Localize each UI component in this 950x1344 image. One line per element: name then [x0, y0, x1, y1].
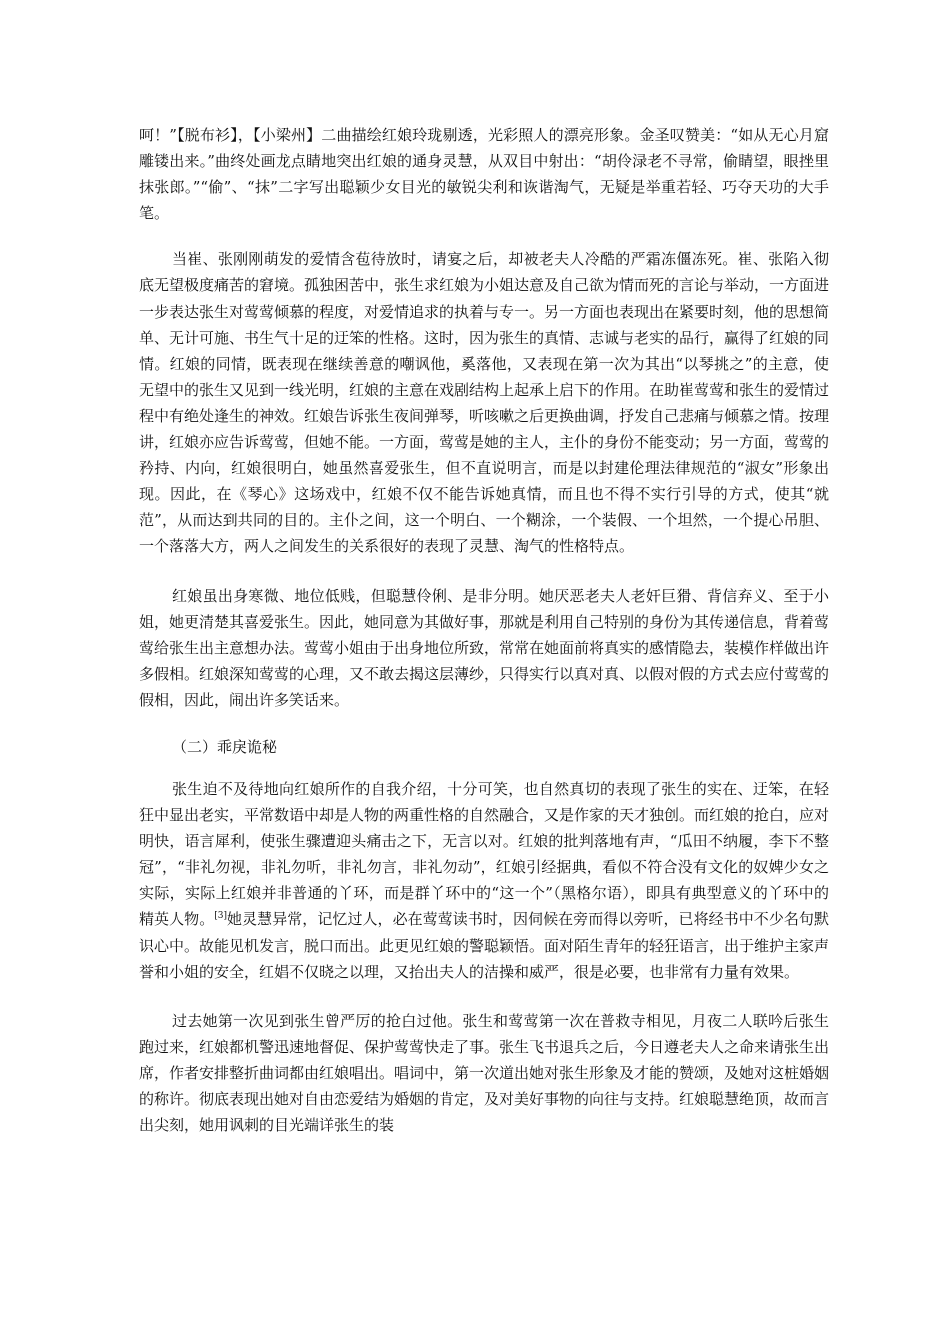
paragraph-2: 当崔、张刚刚萌发的爱情含苞待放时，请宴之后，却被老夫人冷酷的严霜冻僵冻死。崔、张陷入彻底无望极度痛苦的窘境。孤独困苦中，张生求红娘为小姐达意及自己欲为情而死的言论与举动，一方面进一步表达张生对莺莺倾慕的程度，对爱情追求的执着与专一。另一方面也表现出在紧要时刻，他的思想简单、无计可施、书生气十足的迂笨的性格。这时，因为张生的真情、志诚与老实的品行，赢得了红娘的同情。红娘的同情，既表现在继续善意的嘲讽他，奚落他，又表现在第一次为其出“以琴挑之”的主意，使无望中的张生又见到一线光明，红娘的主意在戏剧结构上起承上启下的作用。在助崔莺莺和张生的爱情过程中有绝处逢生的神效。红娘告诉张生夜间弹琴，听咳嗽之后更换曲调，抒发自己悲痛与倾慕之情。按理讲，红娘亦应告诉莺莺，但她不能。一方面，莺莺是她的主人，主仆的身份不能变动；另一方面，莺莺的矜持、内向，红娘很明白，她虽然喜爱张生，但不直说明言，而是以封建伦理法律规范的“淑女”形象出现。因此，在《琴心》这场戏中，红娘不仅不能告诉她真情，而且也不得不实行引导的方式，使其“就范”，从而达到共同的目的。主仆之间，这一个明白、一个糊涂，一个装假、一个坦然，一个提心吊胆、一个落落大方，两人之间发生的关系很好的表现了灵慧、淘气的性格特点。 — [139, 250, 830, 556]
paragraph-4-text-b: 她灵慧异常，记忆过人，必在莺莺读书时，因伺候在旁而得以旁听，已将经书中不少名句默识心中。故能见机发言，脱口而出。此更见红娘的警聪颖悟。面对陌生青年的轻狂语言，出于维护主家声誉和小姐的安全，红娼不仅晓之以理，又抬出夫人的洁操和威严，很是必要，也非常有力量有效果。 — [139, 910, 830, 981]
citation-marker: [3] — [214, 911, 227, 922]
section-heading: （二）乖戾诡秘 — [172, 737, 278, 756]
document-page — [139, 122, 829, 1138]
paragraph-3: 红娘虽出身寒微、地位低贱，但聪慧伶俐、是非分明。她厌恶老夫人老奸巨猾、背信弃义、至于小姐，她更清楚其喜爱张生。因此，她同意为其做好事，那就是利用自己特别的身份为其传递信息，背着莺莺给张生出主意想办法。莺莺小姐由于出身地位所致，常常在她面前将真实的感情隐去，装模作样做出许多假相。红娘深知莺莺的心理，又不敢去揭这层薄纱，只得实行以真对真、以假对假的方式去应付莺莺的假相，因此，闹出许多笑话来。 — [139, 586, 830, 709]
paragraph-5: 过去她第一次见到张生曾严厉的抢白过他。张生和莺莺第一次在普救寺相见，月夜二人联吟后张生跑过来，红娘都机警迅速地督促、保护莺莺快走了事。张生飞书退兵之后，今日遵老夫人之命来请张生出席，作者安排整折曲词都由红娘唱出。唱词中，第一次道出她对张生形象及才能的赞颂，及她对这桩婚姻的称许。彻底表现出她对自由恋爱结为婚姻的肯定，及对美好事物的向往与支持。红娘聪慧绝顶，故而言出尖刻，她用讽刺的目光端详张生的装 — [139, 1011, 830, 1135]
paragraph-4 — [139, 776, 829, 985]
paragraph-4-text-a: 张生迫不及待地向红娘所作的自我介绍，十分可笑，也自然真切的表现了张生的实在、迂笨，在轻狂中显出老实，平常数语中却是人物的两重性格的自然融合，又是作家的天才独创。而红娘的抢白，应对明快，语言犀利，使张生骤遭迎头痛击之下，无言以对。红娘的批判落地有声，“瓜田不纳履，李下不整冠”，“非礼勿视，非礼勿听，非礼勿言，非礼勿动”，红娘引经据典，看似不符合没有文化的奴婢少女之实际，实际上红娘并非普通的丫环，而是群丫环中的“这一个”（黑格尔语），即具有典型意义的丫环中的精英人物。 — [139, 779, 830, 929]
paragraph-1: 呵！”【脱布衫】，【小梁州】二曲描绘红娘玲珑剔透，光彩照人的漂亮形象。金圣叹赞美：“如从无心月窟雕镂出来。”曲终处画龙点睛地突出红娘的通身灵慧，从双目中射出：“胡伶渌老不寻常，偷睛望，眼挫里抹张郎。”“偷”、“抹”二字写出聪颖少女目光的敏锐尖利和诙谐淘气，无疑是举重若轻、巧夺天功的大手笔。 — [139, 126, 829, 223]
